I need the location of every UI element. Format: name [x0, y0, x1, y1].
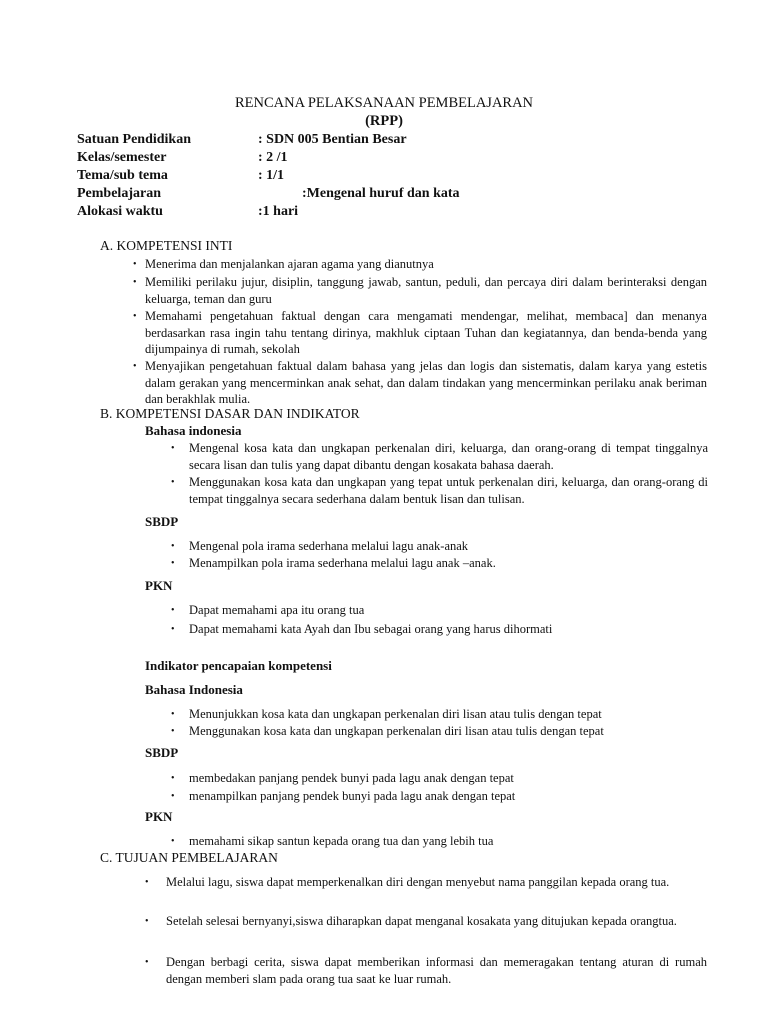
bullet: • — [133, 277, 137, 288]
list-item: Menggunakan kosa kata dan ungkapan perkenalan diri lisan atau tulis dengan tepat — [189, 724, 604, 738]
info-value-tema: : 1/1 — [258, 168, 285, 183]
list-item: Memiliki perilaku jujur, disiplin, tanggung jawab, santun, peduli, dan percaya diri dalam berinteraksi dengan keluarga, teman dan guru — [145, 275, 707, 306]
list-item: memahami sikap santun kepada orang tua dan yang lebih tua — [189, 834, 494, 848]
info-label-satuan: Satuan Pendidikan — [77, 132, 191, 147]
info-value-pembelajaran: :Mengenal huruf dan kata — [302, 186, 460, 201]
list-item: menampilkan panjang pendek bunyi pada lagu anak dengan tepat — [189, 789, 516, 803]
info-value-satuan: : SDN 005 Bentian Besar — [258, 132, 407, 147]
section-c-heading: C. TUJUAN PEMBELAJARAN — [100, 850, 278, 865]
list-item: Dengan berbagi cerita, siswa dapat memberikan informasi dan memeragakan tentang aturan di rumah dengan memberi slam pada orang tua saat ke luar rumah. — [166, 955, 707, 986]
kd-sbdp-label: SBDP — [145, 514, 179, 529]
info-value-kelas: : 2 /1 — [258, 150, 288, 165]
bullet: • — [171, 726, 175, 737]
section-b-heading: B. KOMPETENSI DASAR DAN INDIKATOR — [100, 406, 360, 421]
bullet: • — [171, 791, 175, 802]
ind-sbdp-label: SBDP — [145, 745, 179, 760]
kd-pkn-label: PKN — [145, 578, 173, 593]
list-item: Menerima dan menjalankan ajaran agama yang dianutnya — [145, 257, 434, 271]
bullet: • — [133, 361, 137, 372]
bullet: • — [171, 624, 175, 635]
bullet: • — [145, 916, 149, 927]
document-title: RENCANA PELAKSANAAN PEMBELAJARAN — [234, 95, 534, 111]
ind-pkn-label: PKN — [145, 809, 173, 824]
section-a-heading: A. KOMPETENSI INTI — [100, 238, 233, 253]
indikator-heading: Indikator pencapaian kompetensi — [145, 658, 332, 673]
bullet: • — [133, 311, 137, 322]
bullet: • — [133, 259, 137, 270]
list-item: Setelah selesai bernyanyi,siswa diharapkan dapat menganal kosakata yang ditujukan kepada orangtua. — [166, 914, 677, 928]
list-item: Memahami pengetahuan faktual dengan cara mengamati mendengar, melihat, membaca] dan menanya berdasarkan rasa ingin tahu tentang dirinya, makhluk ciptaan Tuhan dan kegiatannya, dan benda-benda yang dijumpainya di rumah, sekolah — [145, 309, 707, 356]
info-label-alokasi: Alokasi waktu — [77, 204, 163, 219]
bullet: • — [145, 877, 149, 888]
info-value-alokasi: :1 hari — [258, 204, 299, 219]
list-item: Mengenal pola irama sederhana melalui lagu anak-anak — [189, 539, 469, 553]
bullet: • — [171, 773, 175, 784]
bullet: • — [171, 541, 175, 552]
list-item: Menyajikan pengetahuan faktual dalam bahasa yang jelas dan logis dan sistematis, dalam karya yang estetis dalam gerakan yang mencerminkan anak sehat, dan dalam tindakan yang mencerminkan perilaku anak beriman dan berakhlak mulia. — [145, 359, 707, 406]
info-label-kelas: Kelas/semester — [77, 150, 167, 165]
list-item: Menggunakan kosa kata dan ungkapan yang tepat untuk perkenalan diri, keluarga, dan orang-orang di tempat tinggalnya secara sederhana dalam bentuk lisan dan tulisan. — [189, 475, 708, 506]
list-item: Dapat memahami apa itu orang tua — [189, 603, 365, 617]
bullet: • — [171, 836, 175, 847]
list-item: membedakan panjang pendek bunyi pada lagu anak dengan tepat — [189, 771, 514, 785]
list-item: Menunjukkan kosa kata dan ungkapan perkenalan diri lisan atau tulis dengan tepat — [189, 707, 602, 721]
bullet: • — [145, 957, 149, 968]
bullet: • — [171, 477, 175, 488]
info-label-tema: Tema/sub tema — [77, 168, 168, 183]
bullet: • — [171, 443, 175, 454]
list-item: Menampilkan pola irama sederhana melalui lagu anak –anak. — [189, 556, 496, 570]
document-subtitle: (RPP) — [365, 113, 403, 129]
bullet: • — [171, 558, 175, 569]
list-item: Mengenal kosa kata dan ungkapan perkenalan diri, keluarga, dan orang-orang di tempat tinggalnya secara lisan dan tulis yang dapat dibantu dengan kosakata bahasa daerah. — [189, 441, 708, 472]
bullet: • — [171, 605, 175, 616]
kd-bahasa-label: Bahasa indonesia — [145, 423, 242, 438]
ind-bahasa-label: Bahasa Indonesia — [145, 682, 243, 697]
bullet: • — [171, 709, 175, 720]
list-item: Melalui lagu, siswa dapat memperkenalkan diri dengan menyebut nama panggilan kepada orang tua. — [166, 875, 670, 889]
info-label-pembelajaran: Pembelajaran — [77, 186, 161, 201]
list-item: Dapat memahami kata Ayah dan Ibu sebagai orang yang harus dihormati — [189, 622, 553, 636]
